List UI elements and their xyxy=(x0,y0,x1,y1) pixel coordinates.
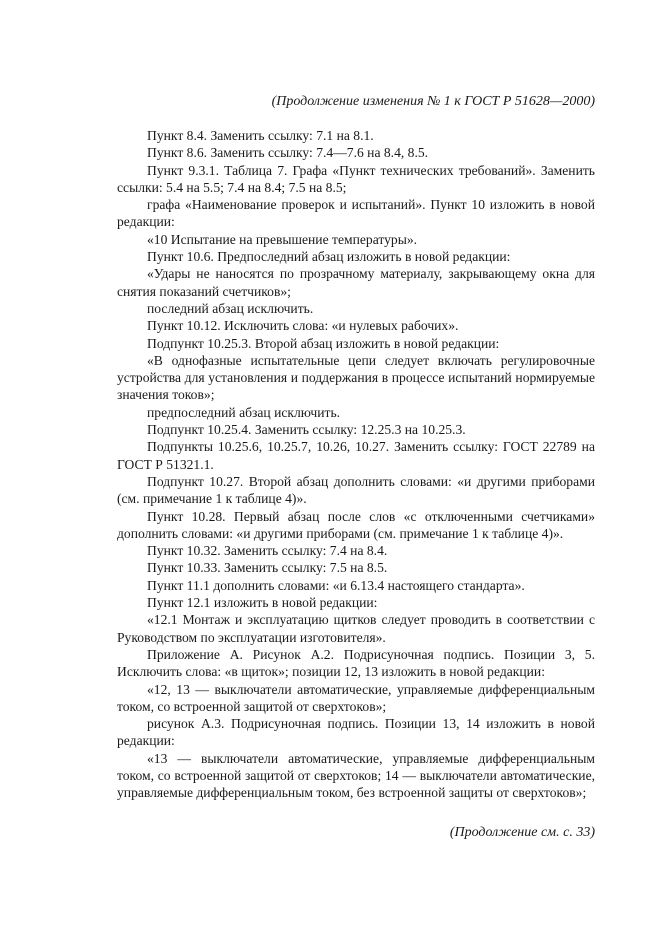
paragraph: «12, 13 — выключатели автоматические, управляемые дифференциальным током, со встроенной защитой от сверхтоков»; xyxy=(117,681,595,714)
paragraph: рисунок А.3. Подрисуночная подпись. Позиции 13, 14 изложить в новой редакции: xyxy=(117,716,595,749)
paragraph: Пункт 10.12. Исключить слова: «и нулевых рабочих». xyxy=(147,318,459,334)
paragraph: Подпункт 10.27. Второй абзац дополнить словами: «и другими приборами (см. примечание 1 к таблице 4)». xyxy=(117,473,595,507)
page-footer: (Продолжение см. с. 33) xyxy=(449,824,595,840)
paragraph: Пункт 10.28. Первый абзац после слов «с отключенными счетчиками» дополнить словами: «и другими приборами (см. примечание 1 к таблице 4)». xyxy=(117,508,595,541)
paragraph: Пункт 12.1 изложить в новой редакции: xyxy=(147,595,378,611)
paragraph: Пункт 8.6. Заменить ссылку: 7.4—7.6 на 8.4, 8.5. xyxy=(147,145,429,161)
document-body xyxy=(117,127,595,802)
paragraph: Подпункты 10.25.6, 10.25.7, 10.26, 10.27. Заменить ссылку: ГОСТ 22789 на ГОСТ Р 51321.1. xyxy=(117,439,595,472)
document-page xyxy=(117,92,595,842)
paragraph: «В однофазные испытательные цепи следует включать регулировочные устройства для установления и поддержания в процессе испытаний нормируемые значения токов»; xyxy=(117,352,595,403)
paragraph: Пункт 11.1 дополнить словами: «и 6.13.4 настоящего стандарта». xyxy=(147,577,525,593)
paragraph: Пункт 8.4. Заменить ссылку: 7.1 на 8.1. xyxy=(147,128,374,143)
paragraph: «10 Испытание на превышение температуры». xyxy=(147,231,418,247)
paragraph: «Удары не наносятся по прозрачному материалу, закрывающему окна для снятия показаний счетчиков»; xyxy=(117,266,595,299)
paragraph: Подпункт 10.25.3. Второй абзац изложить в новой редакции: xyxy=(147,335,500,351)
paragraph: Пункт 10.6. Предпоследний абзац изложить в новой редакции: xyxy=(147,249,511,265)
paragraph: графа «Наименование проверок и испытаний». Пункт 10 изложить в новой редакции: xyxy=(117,197,595,230)
paragraph: Пункт 9.3.1. Таблица 7. Графа «Пункт технических требований». Заменить ссылки: 5.4 на 5.5; 7.4 на 8.4; 7.5 на 8.5; xyxy=(117,162,595,195)
paragraph: последний абзац исключить. xyxy=(147,300,314,316)
paragraph: Приложение А. Рисунок А.2. Подрисуночная подпись. Позиции 3, 5. Исключить слова: «в щиток»; позиции 12, 13 изложить в новой редакции: xyxy=(117,646,595,680)
paragraph: Пункт 10.32. Заменить ссылку: 7.4 на 8.4. xyxy=(147,543,388,559)
page-header: (Продолжение изменения № 1 к ГОСТ Р 51628—2000) xyxy=(271,94,595,109)
paragraph: предпоследний абзац исключить. xyxy=(147,404,341,420)
paragraph: Пункт 10.33. Заменить ссылку: 7.5 на 8.5. xyxy=(147,560,388,576)
paragraph: Подпункт 10.25.4. Заменить ссылку: 12.25.3 на 10.25.3. xyxy=(147,422,466,438)
paragraph: «12.1 Монтаж и эксплуатацию щитков следует проводить в соответствии с Руководством по эксплуатации изготовителя». xyxy=(117,612,595,645)
paragraph: «13 — выключатели автоматические, управляемые дифференциальным током, со встроенной защитой от сверхтоков; 14 — выключатели автоматические, управляемые дифференциальным током, без встроенной защиты от сверхтоков»; xyxy=(117,750,595,801)
